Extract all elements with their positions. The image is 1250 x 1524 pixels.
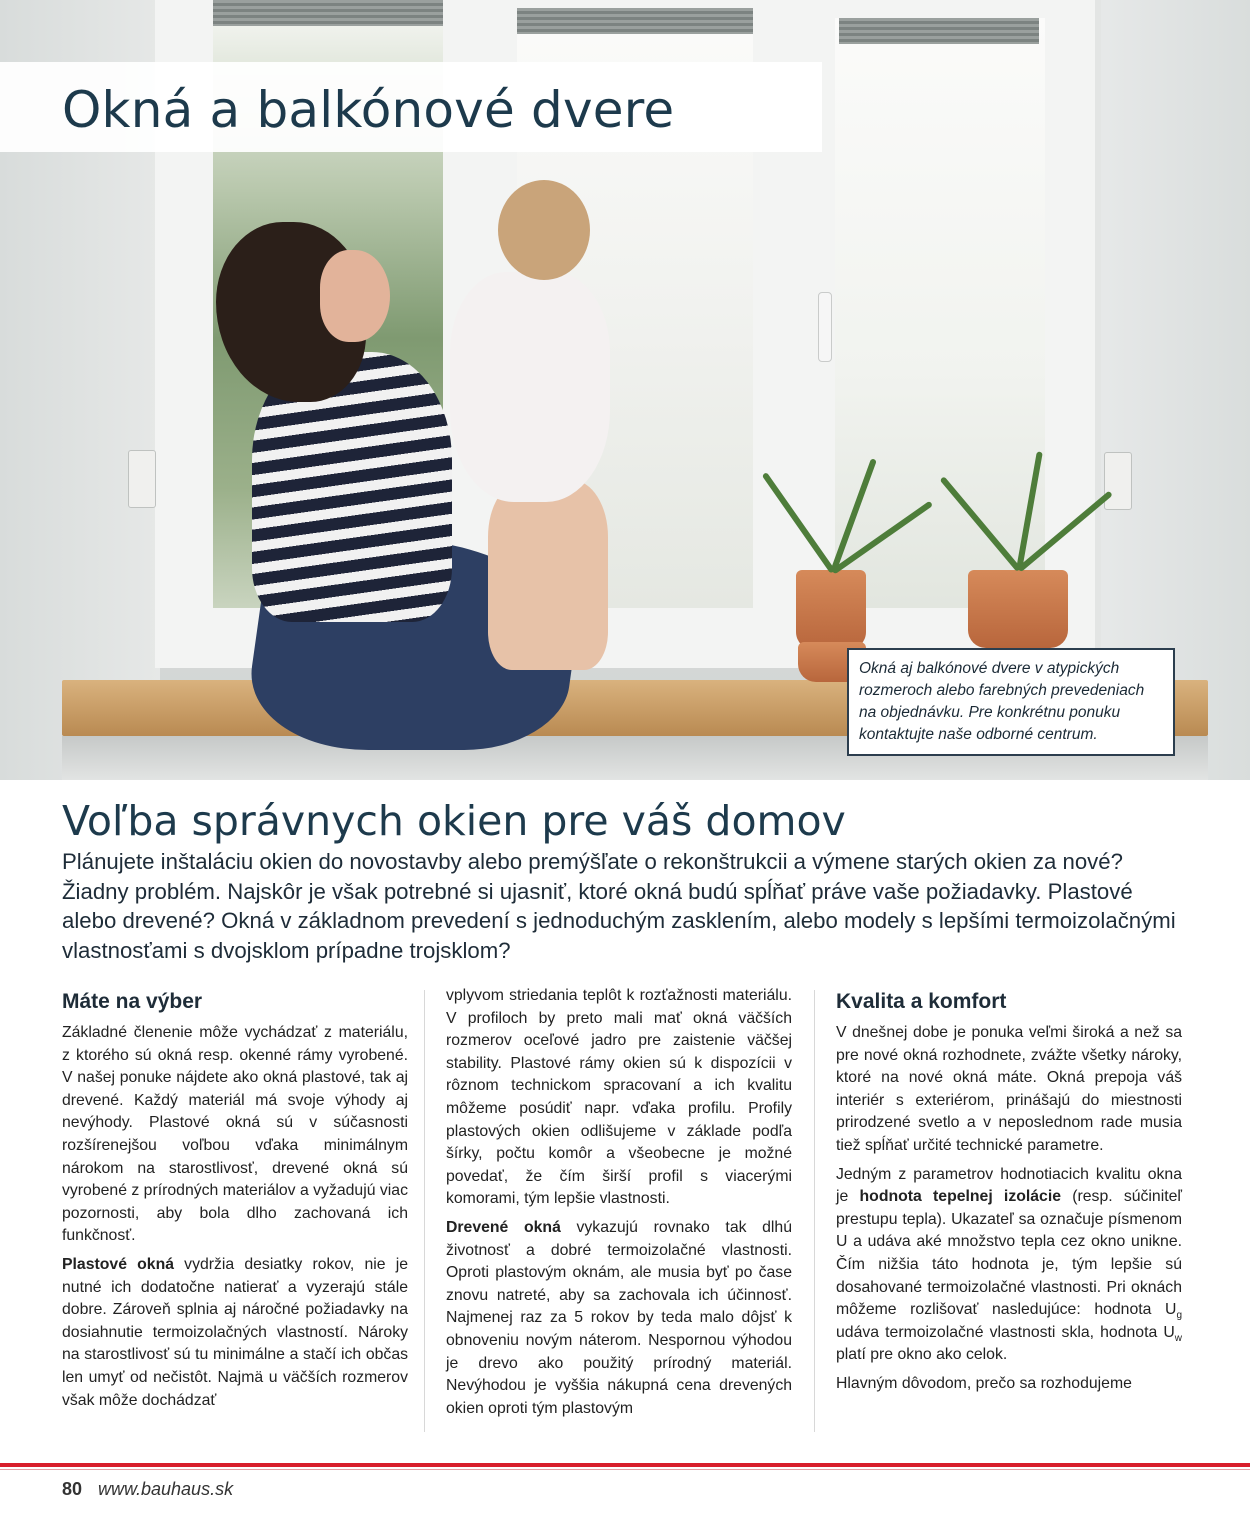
column-3-text: platí pre okno ako celok. (836, 1346, 1008, 1364)
page-title: Okná a balkónové dvere (62, 81, 675, 139)
column-3-paragraph-2 (836, 1164, 1182, 1367)
window-handle (818, 292, 832, 362)
column-divider (424, 990, 425, 1432)
window-blind-middle (517, 8, 753, 34)
column-1-paragraph-2 (62, 1254, 408, 1412)
window-pane-right (835, 18, 1045, 608)
column-1-heading: Máte na výber (62, 990, 203, 1013)
woman-face (320, 250, 390, 342)
website-link[interactable]: www.bauhaus.sk (98, 1479, 234, 1499)
column-3-text: (resp. súčiniteľ prestupu tepla). Ukazateľ sa označuje písmenom U a udáva aké množstvo tepla cez okno unikne. Čím nižšia táto hodnota je, tým lepšie sú dosahované termoizolačné vlastnosti. Pri oknách môžeme rozlišovať nasledujúce: hodnota U (836, 1188, 1182, 1319)
subscript-w: w (1174, 1332, 1182, 1344)
column-3-paragraph-3: Hlavným dôvodom, prečo sa rozhodujeme (836, 1374, 1132, 1392)
article-heading: Voľba správnych okien pre váš domov (62, 797, 846, 845)
window-blind-right (839, 18, 1039, 44)
column-2-paragraph-2-text: vykazujú rovnako tak dlhú životnosť a dobré termoizolačné vlastnosti. Oproti plastovým oknám, ale musia byť po čase znovu natreté, aby sa zachovala ich účinnosť. Najmenej raz za 5 rokov by teda malo dôjsť k obnoveniu novým náterom. Nespornou výhodou je drevo ako použitý prírodný materiál. Nevýhodou je vyššia nákupná cena drevených okien oproti tým plastovým (446, 1218, 793, 1417)
plastic-windows-term: Plastové okná (62, 1255, 175, 1273)
subscript-g: g (1176, 1310, 1182, 1322)
child-legs (488, 480, 608, 670)
window-blind-left (213, 0, 443, 26)
column-3 (836, 988, 1182, 1402)
footer-rule (0, 1463, 1250, 1467)
thermal-insulation-term: hodnota tepelnej izolácie (859, 1188, 1062, 1206)
column-divider (814, 990, 815, 1432)
plant-pot-right (968, 570, 1068, 648)
wooden-windows-term: Drevené okná (446, 1218, 561, 1236)
column-1-paragraph-1: Základné členenie môže vychádzať z materiálu, z ktorého sú okná resp. okenné rámy vyrobené. V našej ponuke nájdete ako okná plastové, tak aj drevené. Každý materiál má svoje výhody aj nevýhody. Plastové okná sú v súčasnosti rozšírenejšou voľbou vďaka minimálnym nárokom na starostlivosť, drevené okná sú vyrobené z prírodných materiálov a vyžadujú viac pozornosti, aby bola dlho zachovaná ich funkčnosť. (62, 1024, 408, 1245)
column-3-paragraph-1: V dnešnej dobe je ponuka veľmi široká a než sa pre nové okná rozhodnete, zvážte všetky nároky, ktoré na nové okná máte. Okná prepoja váš interiér s exteriérom, prinášajú do miestnosti prirodzené svetlo a v neposlednom rade musia tiež spĺňať určité technické parametre. (836, 1024, 1182, 1154)
column-2-paragraph-2 (446, 1217, 792, 1420)
blind-cord-left (128, 450, 156, 508)
photo-caption: Okná aj balkónové dvere v atypických rozmeroch alebo farebných prevedeniach na objednávku. Pre konkrétnu ponuku kontaktujte naše odborné centrum. (847, 648, 1175, 756)
plant-pot-left (796, 570, 866, 650)
column-2 (446, 985, 792, 1426)
column-3-heading: Kvalita a komfort (836, 990, 1007, 1013)
column-1 (62, 988, 408, 1418)
page-number: 80 (62, 1479, 83, 1499)
blind-cord-right (1104, 452, 1132, 510)
footer-rule-thin (0, 1469, 1250, 1470)
article-intro: Plánujete inštaláciu okien do novostavby alebo premýšľate o rekonštrukcii a výmene starých okien za nové? Žiadny problém. Najskôr je však potrebné si ujasniť, ktoré okná budú spĺňať práve vaše požiadavky. Plastové alebo drevené? Okná v základnom prevedení s jednoduchým zasklením, alebo modely s lepšími termoizolačnými vlastnosťami s dvojsklom prípadne trojsklom? (62, 849, 1176, 963)
column-1-paragraph-2-text: vydržia desiatky rokov, nie je nutné ich dodatočne natierať a vyzerajú stále dobre. Zároveň splnia aj náročné požiadavky na dosiahnutie termoizolačných vlastností. Nároky na starostlivosť sú tu minimálne a stačí ich občas len umyť od nečistôt. Najmä u väčších rozmerov však môže dochádzať (62, 1255, 408, 1409)
column-3-text: udáva termoizolačné vlastnosti skla, hodnota U (836, 1323, 1175, 1341)
column-3-text: Jedným z parametrov hodnotiacich kvalitu okna je (836, 1165, 1182, 1206)
child-body (450, 272, 610, 502)
child-head (498, 180, 590, 280)
column-2-paragraph-1: vplyvom striedania teplôt k rozťažnosti materiálu. V profiloch by preto mali mať okná väčších rozmerov oceľové jadro pre zaistenie väčšej stability. Plastové rámy okien sú k dispozícii v rôznom technickom spracovaní a ich kvalitu môžeme posúdiť napr. vďaka profilu. Profily plastových okien odlišujeme v základe podľa šírky, počtu komôr a všeobecne je možné povedať, že čím širší profil s viacerými komorami, tým lepšie vlastnosti. (446, 987, 792, 1208)
